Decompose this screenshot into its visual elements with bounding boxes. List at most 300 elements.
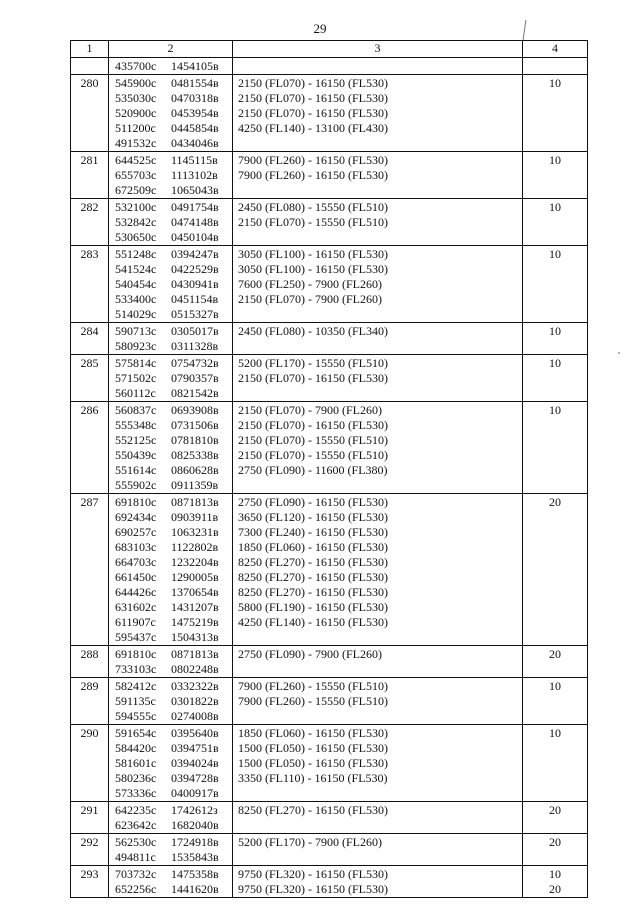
table-header xyxy=(71,41,588,58)
latitude: 644426с xyxy=(115,585,157,599)
coordinate-line xyxy=(115,183,232,198)
longitude: 0903911в xyxy=(171,510,219,524)
altitude-range: 4250 (FL140) - 16150 (FL530) xyxy=(238,615,388,629)
row-number: 292 xyxy=(71,834,109,866)
longitude: 1113102в xyxy=(171,168,218,182)
row-number: 285 xyxy=(71,355,109,402)
value: 10 xyxy=(549,324,561,338)
coordinate-line xyxy=(115,448,232,463)
coordinates-cell xyxy=(109,246,233,323)
coordinate-line xyxy=(115,136,232,151)
latitude: 551248с xyxy=(115,247,157,261)
coordinate-line xyxy=(115,662,232,677)
header-col-3: 3 xyxy=(233,41,523,58)
altitude-range: 1500 (FL050) - 16150 (FL530) xyxy=(238,741,388,755)
altitude-range: 2150 (FL070) - 16150 (FL530) xyxy=(238,106,388,120)
latitude: 550439с xyxy=(115,448,157,462)
coordinate-line xyxy=(115,76,232,91)
row-number: 288 xyxy=(71,646,109,678)
altitude-range-cell xyxy=(233,58,523,75)
altitude-range: 7900 (FL260) - 15550 (FL510) xyxy=(238,694,388,708)
altitude-range: 8250 (FL270) - 16150 (FL530) xyxy=(238,585,388,599)
latitude: 540454с xyxy=(115,277,157,291)
latitude: 541524с xyxy=(115,262,157,276)
altitude-range-cell xyxy=(233,199,523,246)
coordinate-line xyxy=(115,600,232,615)
altitude-range: 8250 (FL270) - 16150 (FL530) xyxy=(238,803,388,817)
altitude-range: 1850 (FL060) - 16150 (FL530) xyxy=(238,540,388,554)
coordinates-cell xyxy=(109,199,233,246)
longitude: 0693908в xyxy=(171,403,219,417)
latitude: 545900с xyxy=(115,76,157,90)
altitude-range: 8250 (FL270) - 16150 (FL530) xyxy=(238,555,388,569)
value-cell xyxy=(523,834,588,866)
latitude: 691810с xyxy=(115,495,157,509)
coordinate-line xyxy=(115,570,232,585)
coordinate-line xyxy=(115,262,232,277)
latitude: 703732с xyxy=(115,867,157,881)
coordinates-cell xyxy=(109,152,233,199)
altitude-range: 2150 (FL070) - 7900 (FL260) xyxy=(238,403,382,417)
latitude: 644525с xyxy=(115,153,157,167)
longitude: 0802248в xyxy=(171,662,219,676)
altitude-range: 2750 (FL090) - 16150 (FL530) xyxy=(238,495,388,509)
value: 20 xyxy=(549,647,561,661)
latitude: 733103с xyxy=(115,662,157,676)
row-number: 284 xyxy=(71,323,109,355)
altitude-range-cell xyxy=(233,646,523,678)
latitude: 511200с xyxy=(115,121,156,135)
altitude-range-cell xyxy=(233,75,523,152)
latitude: 611907с xyxy=(115,615,156,629)
coordinate-line xyxy=(115,495,232,510)
latitude: 590713с xyxy=(115,324,157,338)
latitude: 642235с xyxy=(115,803,157,817)
longitude: 0871813в xyxy=(171,647,219,661)
coordinate-line xyxy=(115,324,232,339)
latitude: 631602с xyxy=(115,600,157,614)
row-number: 280 xyxy=(71,75,109,152)
longitude: 0332322в xyxy=(171,679,219,693)
value-cell xyxy=(523,323,588,355)
coordinate-line xyxy=(115,403,232,418)
coordinate-line xyxy=(115,247,232,262)
longitude: 0311328в xyxy=(171,339,219,353)
longitude: 1431207в xyxy=(171,600,219,614)
altitude-range-cell xyxy=(233,355,523,402)
latitude: 560112с xyxy=(115,386,156,400)
value: 20 xyxy=(549,803,561,817)
latitude: 555902с xyxy=(115,478,157,492)
value: 20 xyxy=(549,495,561,509)
coordinate-line xyxy=(115,850,232,865)
longitude: 0445854в xyxy=(171,121,219,135)
coordinates-cell xyxy=(109,75,233,152)
latitude: 580923с xyxy=(115,339,157,353)
altitude-range-cell xyxy=(233,323,523,355)
altitude-range: 2750 (FL090) - 7900 (FL260) xyxy=(238,647,382,661)
longitude: 1122802в xyxy=(171,540,219,554)
latitude: 562530с xyxy=(115,835,157,849)
longitude: 0781810в xyxy=(171,433,219,447)
altitude-range: 2450 (FL080) - 15550 (FL510) xyxy=(238,200,388,214)
coordinate-line xyxy=(115,630,232,645)
altitude-range: 5800 (FL190) - 16150 (FL530) xyxy=(238,600,388,614)
value: 20 xyxy=(549,835,561,849)
table-row xyxy=(71,402,588,494)
coordinate-line xyxy=(115,818,232,833)
longitude: 0453954в xyxy=(171,106,219,120)
coordinate-line xyxy=(115,230,232,245)
altitude-range: 2150 (FL070) - 16150 (FL530) xyxy=(238,91,388,105)
header-col-1: 1 xyxy=(71,41,109,58)
longitude: 0515327в xyxy=(171,307,219,321)
table-row xyxy=(71,75,588,152)
value-cell xyxy=(523,725,588,802)
longitude: 0430941в xyxy=(171,277,219,291)
coordinate-line xyxy=(115,510,232,525)
value-cell xyxy=(523,402,588,494)
latitude: 595437с xyxy=(115,630,157,644)
longitude: 0394728в xyxy=(171,771,219,785)
value: 10 xyxy=(549,867,561,881)
latitude: 690257с xyxy=(115,525,157,539)
altitude-range: 9750 (FL320) - 16150 (FL530) xyxy=(238,882,388,896)
table-row xyxy=(71,58,588,75)
longitude: 1232204в xyxy=(171,555,219,569)
coordinates-cell xyxy=(109,834,233,866)
latitude: 683103с xyxy=(115,540,157,554)
latitude: 530650с xyxy=(115,230,157,244)
latitude: 591135с xyxy=(115,694,156,708)
row-number: 293 xyxy=(71,866,109,898)
coordinate-line xyxy=(115,835,232,850)
latitude: 581601с xyxy=(115,756,157,770)
coordinate-line xyxy=(115,356,232,371)
coordinate-line xyxy=(115,59,232,74)
value-cell xyxy=(523,58,588,75)
latitude: 655703с xyxy=(115,168,157,182)
altitude-range-cell xyxy=(233,834,523,866)
row-number: 286 xyxy=(71,402,109,494)
latitude: 661450с xyxy=(115,570,157,584)
value-cell xyxy=(523,152,588,199)
value: 20 xyxy=(549,882,561,896)
latitude: 623642с xyxy=(115,818,157,832)
coordinate-line xyxy=(115,585,232,600)
latitude: 571502с xyxy=(115,371,157,385)
coordinates-cell xyxy=(109,402,233,494)
longitude: 1724918в xyxy=(171,835,219,849)
coordinates-cell xyxy=(109,355,233,402)
page-number: 29 xyxy=(313,21,327,36)
row-number: 282 xyxy=(71,199,109,246)
value: 10 xyxy=(549,76,561,90)
longitude: 1454105в xyxy=(171,59,219,73)
table-row xyxy=(71,199,588,246)
scan-artifact-dot xyxy=(618,352,620,354)
altitude-range: 2150 (FL070) - 16150 (FL530) xyxy=(238,418,388,432)
value: 10 xyxy=(549,247,561,261)
altitude-range: 2150 (FL070) - 15550 (FL510) xyxy=(238,433,388,447)
coordinate-line xyxy=(115,418,232,433)
latitude: 672509с xyxy=(115,183,157,197)
latitude: 575814с xyxy=(115,356,157,370)
table-row xyxy=(71,152,588,199)
longitude: 0434046в xyxy=(171,136,219,150)
table-row xyxy=(71,646,588,678)
longitude: 0451154в xyxy=(171,292,219,306)
longitude: 1063231в xyxy=(171,525,219,539)
coordinate-line xyxy=(115,433,232,448)
longitude: 1742612з xyxy=(171,803,218,817)
latitude: 552125с xyxy=(115,433,157,447)
table-row xyxy=(71,866,588,898)
coordinates-cell xyxy=(109,646,233,678)
coordinate-line xyxy=(115,679,232,694)
coordinate-line xyxy=(115,615,232,630)
value-cell xyxy=(523,75,588,152)
coordinate-line xyxy=(115,867,232,882)
coordinate-line xyxy=(115,540,232,555)
latitude: 692434с xyxy=(115,510,157,524)
altitude-range: 1850 (FL060) - 16150 (FL530) xyxy=(238,726,388,740)
longitude: 0274008в xyxy=(171,709,219,723)
value-cell xyxy=(523,802,588,834)
coordinates-cell xyxy=(109,866,233,898)
altitude-range: 3050 (FL100) - 16150 (FL530) xyxy=(238,262,388,276)
longitude: 0422529в xyxy=(171,262,219,276)
coordinate-line xyxy=(115,277,232,292)
latitude: 514029с xyxy=(115,307,157,321)
altitude-range: 2150 (FL070) - 7900 (FL260) xyxy=(238,292,382,306)
longitude: 1682040в xyxy=(171,818,219,832)
altitude-range: 7900 (FL260) - 16150 (FL530) xyxy=(238,153,388,167)
altitude-range-cell xyxy=(233,678,523,725)
value-cell xyxy=(523,646,588,678)
altitude-range: 4250 (FL140) - 13100 (FL430) xyxy=(238,121,388,135)
coordinates-cell xyxy=(109,678,233,725)
row-number: 287 xyxy=(71,494,109,646)
coordinate-line xyxy=(115,786,232,801)
longitude: 0474148в xyxy=(171,215,219,229)
altitude-range-cell xyxy=(233,246,523,323)
latitude: 435700с xyxy=(115,59,157,73)
altitude-range: 7300 (FL240) - 16150 (FL530) xyxy=(238,525,388,539)
longitude: 1145115в xyxy=(171,153,218,167)
latitude: 584420с xyxy=(115,741,157,755)
coordinate-line xyxy=(115,121,232,136)
coordinate-line xyxy=(115,200,232,215)
latitude: 555348с xyxy=(115,418,157,432)
coordinate-line xyxy=(115,307,232,322)
coordinate-line xyxy=(115,91,232,106)
coordinate-line xyxy=(115,168,232,183)
longitude: 0871813в xyxy=(171,495,219,509)
coordinate-line xyxy=(115,756,232,771)
latitude: 532100с xyxy=(115,200,157,214)
coordinate-line xyxy=(115,525,232,540)
altitude-range-cell xyxy=(233,494,523,646)
table-row xyxy=(71,725,588,802)
coordinate-line xyxy=(115,153,232,168)
latitude: 580236с xyxy=(115,771,157,785)
altitude-range: 9750 (FL320) - 16150 (FL530) xyxy=(238,867,388,881)
longitude: 1475358в xyxy=(171,867,219,881)
value-cell xyxy=(523,355,588,402)
longitude: 0450104в xyxy=(171,230,219,244)
value-cell xyxy=(523,246,588,323)
altitude-range: 3350 (FL110) - 16150 (FL530) xyxy=(238,771,388,785)
value: 10 xyxy=(549,200,561,214)
latitude: 520900с xyxy=(115,106,157,120)
coordinates-cell xyxy=(109,58,233,75)
table-row xyxy=(71,494,588,646)
altitude-range-cell xyxy=(233,866,523,898)
longitude: 1504313в xyxy=(171,630,219,644)
longitude: 1370654в xyxy=(171,585,219,599)
coordinate-line xyxy=(115,647,232,662)
longitude: 1065043в xyxy=(171,183,219,197)
table-row xyxy=(71,678,588,725)
longitude: 1535843в xyxy=(171,850,219,864)
coordinate-line xyxy=(115,803,232,818)
value-cell xyxy=(523,678,588,725)
latitude: 691810с xyxy=(115,647,157,661)
row-number: 291 xyxy=(71,802,109,834)
longitude: 0754732в xyxy=(171,356,219,370)
coordinate-line xyxy=(115,371,232,386)
coordinate-line xyxy=(115,339,232,354)
longitude: 1475219в xyxy=(171,615,219,629)
table-row xyxy=(71,834,588,866)
altitude-range: 1500 (FL050) - 16150 (FL530) xyxy=(238,756,388,770)
longitude: 0481554в xyxy=(171,76,219,90)
altitude-range: 2150 (FL070) - 15550 (FL510) xyxy=(238,215,388,229)
latitude: 652256с xyxy=(115,882,157,896)
longitude: 1441620в xyxy=(171,882,219,896)
coordinate-line xyxy=(115,741,232,756)
coordinates-cell xyxy=(109,725,233,802)
coordinates-cell xyxy=(109,323,233,355)
table-row xyxy=(71,246,588,323)
value: 10 xyxy=(549,153,561,167)
coordinate-line xyxy=(115,292,232,307)
altitude-range: 5200 (FL170) - 15550 (FL510) xyxy=(238,356,388,370)
coordinate-line xyxy=(115,771,232,786)
coordinate-line xyxy=(115,215,232,230)
table-body xyxy=(71,58,588,898)
longitude: 0395640в xyxy=(171,726,219,740)
coordinate-line xyxy=(115,386,232,401)
altitude-range: 7900 (FL260) - 15550 (FL510) xyxy=(238,679,388,693)
latitude: 551614с xyxy=(115,463,157,477)
longitude: 0911359в xyxy=(171,478,219,492)
coordinates-cell xyxy=(109,802,233,834)
coordinate-line xyxy=(115,463,232,478)
altitude-range: 2450 (FL080) - 10350 (FL340) xyxy=(238,324,388,338)
coordinate-line xyxy=(115,694,232,709)
latitude: 560837с xyxy=(115,403,157,417)
coordinates-cell xyxy=(109,494,233,646)
altitude-range: 2150 (FL070) - 16150 (FL530) xyxy=(238,76,388,90)
longitude: 0301822в xyxy=(171,694,219,708)
altitude-range: 3650 (FL120) - 16150 (FL530) xyxy=(238,510,388,524)
value-cell xyxy=(523,199,588,246)
value: 10 xyxy=(549,403,561,417)
coordinate-line xyxy=(115,106,232,121)
altitude-range: 3050 (FL100) - 16150 (FL530) xyxy=(238,247,388,261)
longitude: 0470318в xyxy=(171,91,219,105)
altitude-range: 8250 (FL270) - 16150 (FL530) xyxy=(238,570,388,584)
coordinate-line xyxy=(115,882,232,897)
latitude: 533400с xyxy=(115,292,157,306)
latitude: 664703с xyxy=(115,555,157,569)
row-number xyxy=(71,58,109,75)
airspace-table xyxy=(70,40,588,898)
row-number: 290 xyxy=(71,725,109,802)
altitude-range: 7600 (FL250) - 7900 (FL260) xyxy=(238,277,382,291)
latitude: 491532с xyxy=(115,136,157,150)
table-row xyxy=(71,355,588,402)
row-number: 281 xyxy=(71,152,109,199)
latitude: 573336с xyxy=(115,786,157,800)
value-cell xyxy=(523,494,588,646)
header-row xyxy=(71,41,588,58)
longitude: 0860628в xyxy=(171,463,219,477)
altitude-range: 7900 (FL260) - 16150 (FL530) xyxy=(238,168,388,182)
table-row xyxy=(71,802,588,834)
latitude: 532842с xyxy=(115,215,157,229)
altitude-range-cell xyxy=(233,152,523,199)
coordinate-line xyxy=(115,726,232,741)
altitude-range: 2750 (FL090) - 11600 (FL380) xyxy=(238,463,388,477)
longitude: 0825338в xyxy=(171,448,219,462)
longitude: 0790357в xyxy=(171,371,219,385)
latitude: 582412с xyxy=(115,679,157,693)
longitude: 0394247в xyxy=(171,247,219,261)
value: 10 xyxy=(549,726,561,740)
latitude: 591654с xyxy=(115,726,157,740)
latitude: 594555с xyxy=(115,709,157,723)
altitude-range-cell xyxy=(233,802,523,834)
longitude: 1290005в xyxy=(171,570,219,584)
latitude: 494811с xyxy=(115,850,156,864)
row-number: 289 xyxy=(71,678,109,725)
latitude: 535030с xyxy=(115,91,157,105)
coordinate-line xyxy=(115,709,232,724)
header-col-2: 2 xyxy=(109,41,233,58)
coordinate-line xyxy=(115,555,232,570)
altitude-range: 2150 (FL070) - 16150 (FL530) xyxy=(238,371,388,385)
altitude-range-cell xyxy=(233,402,523,494)
row-number: 283 xyxy=(71,246,109,323)
longitude: 0305017в xyxy=(171,324,219,338)
altitude-range-cell xyxy=(233,725,523,802)
altitude-range: 2150 (FL070) - 15550 (FL510) xyxy=(238,448,388,462)
longitude: 0394751в xyxy=(171,741,219,755)
value-cell xyxy=(523,866,588,898)
coordinate-line xyxy=(115,478,232,493)
longitude: 0491754в xyxy=(171,200,219,214)
value: 10 xyxy=(549,356,561,370)
longitude: 0731506в xyxy=(171,418,219,432)
longitude: 0394024в xyxy=(171,756,219,770)
value: 10 xyxy=(549,679,561,693)
table-row xyxy=(71,323,588,355)
altitude-range: 5200 (FL170) - 7900 (FL260) xyxy=(238,835,382,849)
longitude: 0821542в xyxy=(171,386,219,400)
